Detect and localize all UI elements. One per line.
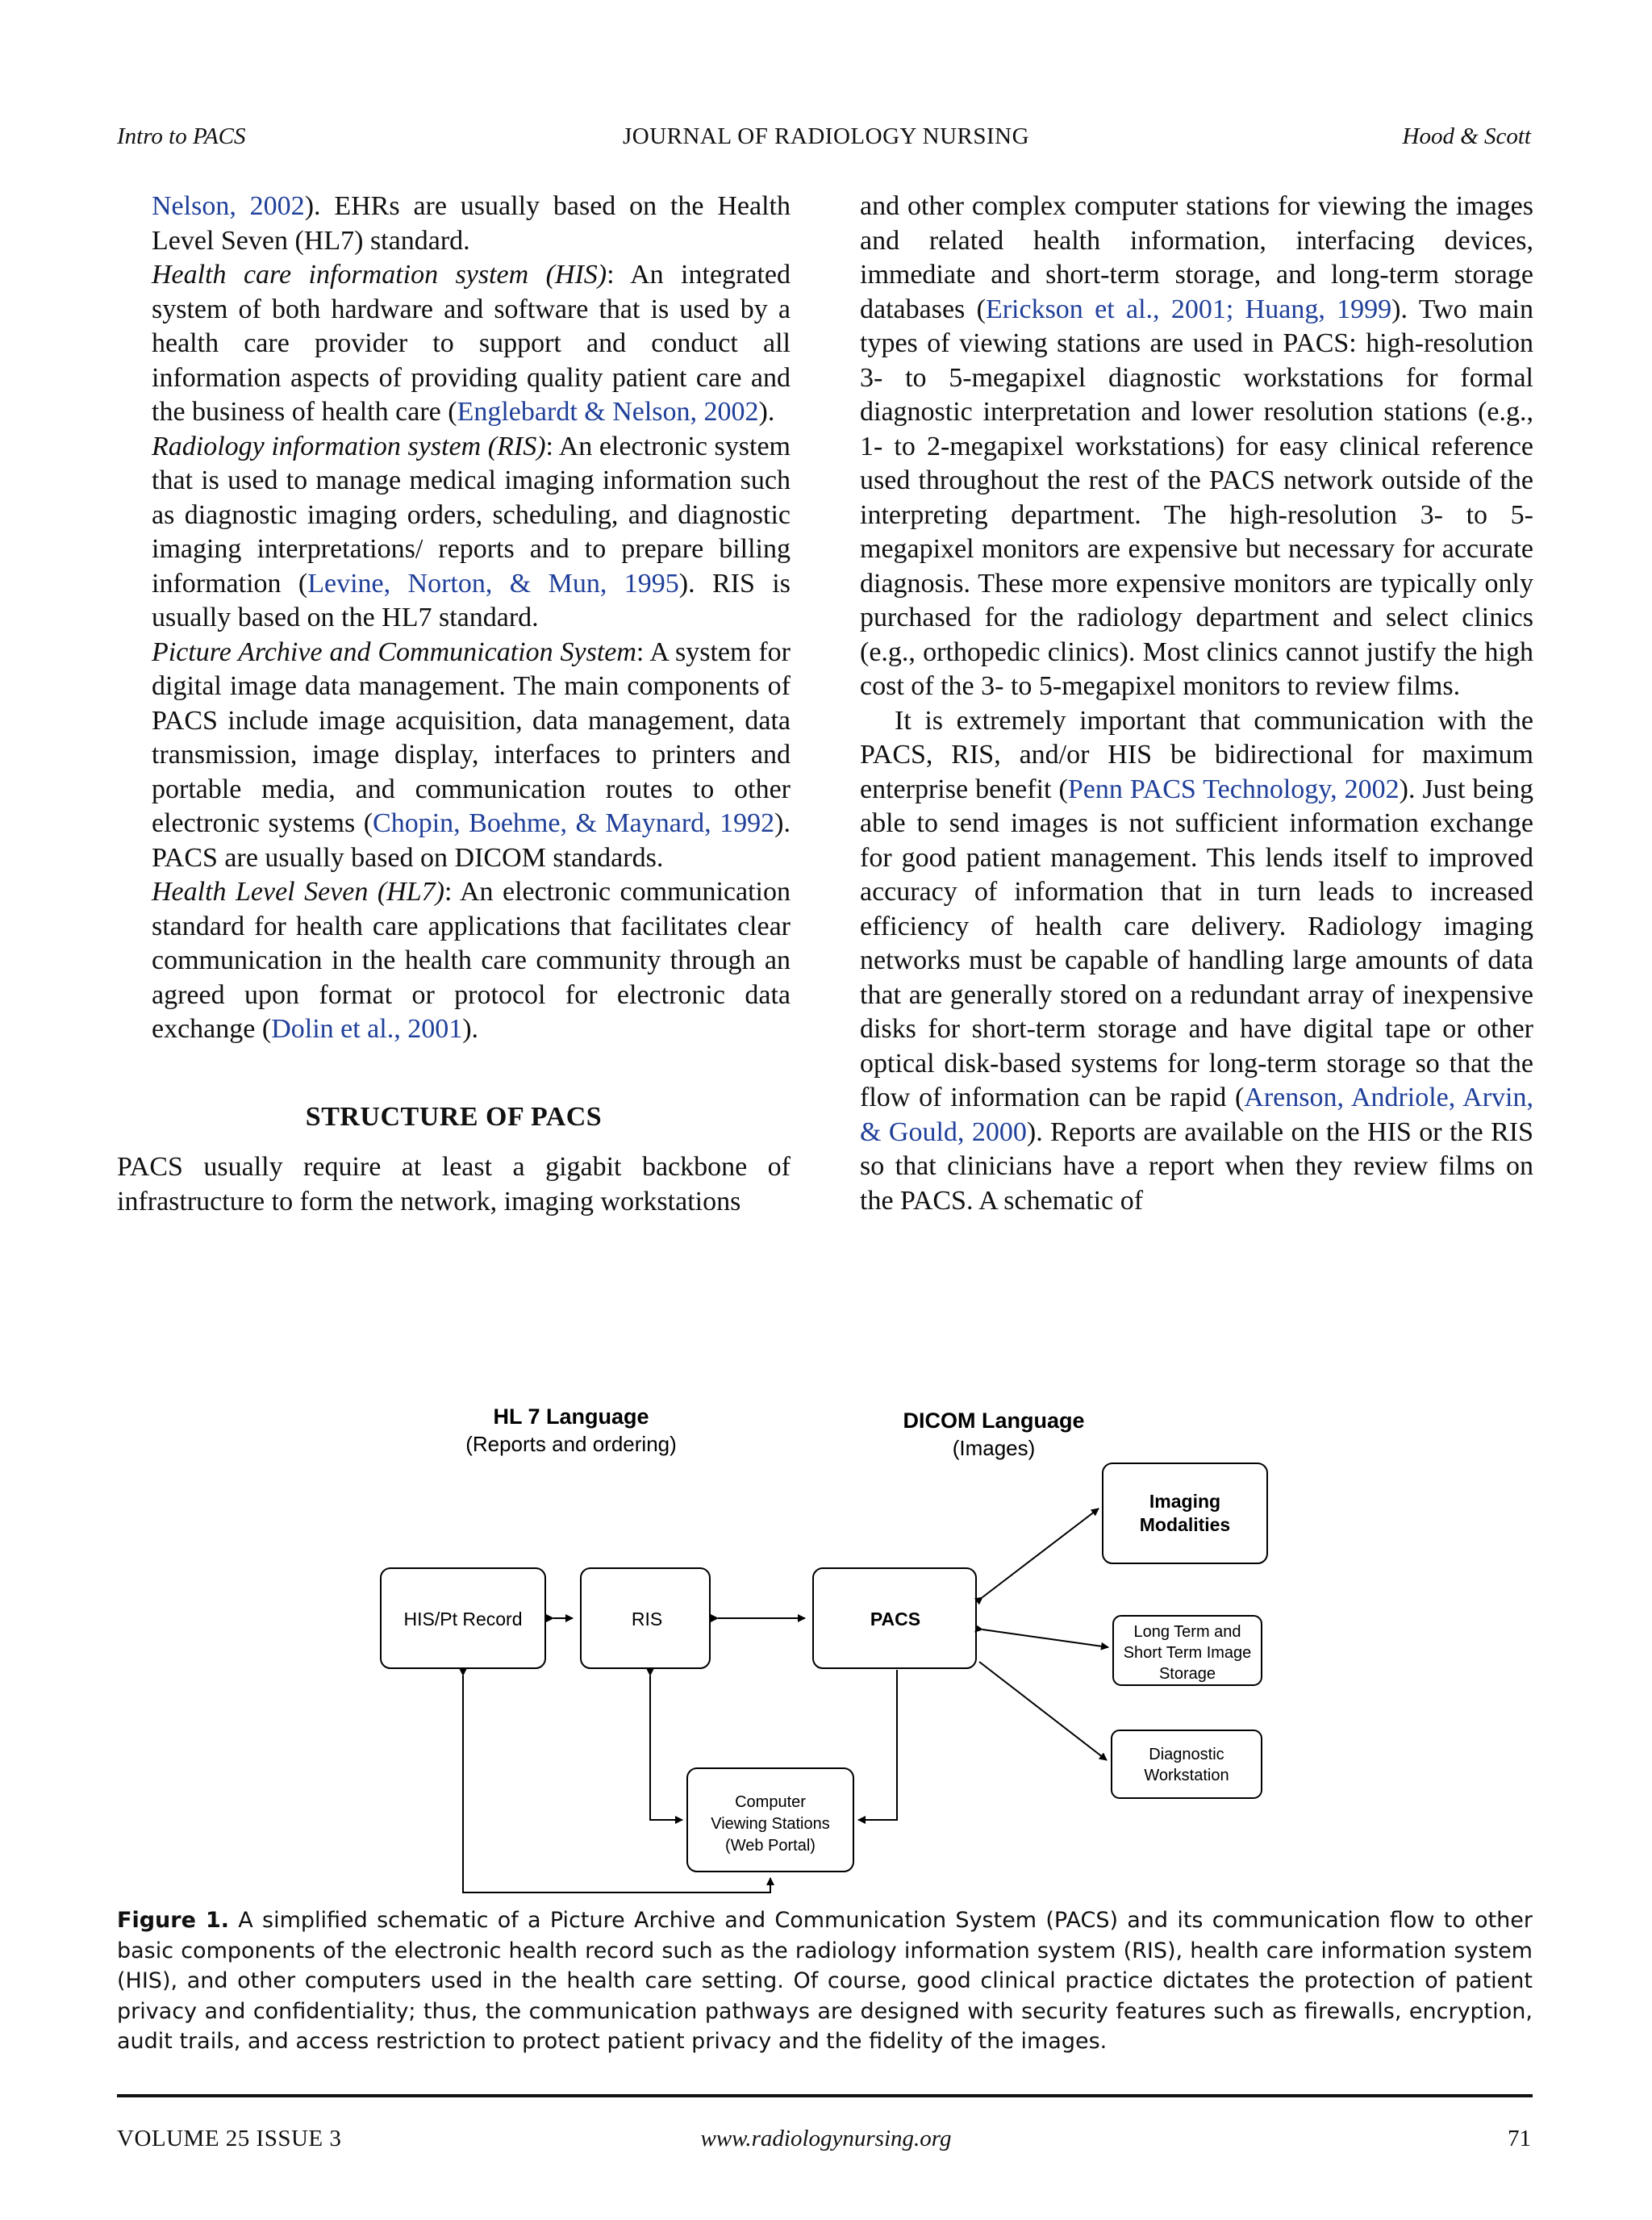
term: Health Level Seven (HL7)	[152, 877, 444, 907]
arrow-pacs-storage	[982, 1630, 1108, 1647]
citation-link[interactable]: Erickson et al., 2001; Huang, 1999	[985, 294, 1392, 324]
storage-label-line2: Short Term Image	[1123, 1644, 1252, 1662]
paragraph-text: : A system for digital image data management. The main components of PACS include image acquisition, data management, data transmission, image display, interfaces to printers and portable media, and communication routes to other electronic systems (	[152, 636, 791, 838]
term: Picture Archive and Communication System	[152, 636, 636, 667]
figure-pacs-schematic	[0, 1388, 1652, 1920]
dicom-language-subtitle: (Images)	[952, 1436, 1036, 1460]
definition-pacs	[117, 636, 791, 876]
paragraph	[860, 190, 1533, 704]
computer-viewing-stations-label-line2: Viewing Stations	[711, 1815, 830, 1833]
arrow-pacs-imaging	[982, 1509, 1099, 1597]
arrow-pacs-diagnostic	[979, 1662, 1107, 1760]
citation-link[interactable]: Dolin et al., 2001	[271, 1014, 463, 1044]
journal-title: JOURNAL OF RADIOLOGY NURSING	[622, 123, 1030, 149]
paragraph-text: ). EHRs are usually based on the Health Level Seven (HL7) standard.	[152, 191, 791, 256]
diagnostic-workstation-label-line1: Diagnostic	[1149, 1746, 1224, 1763]
paragraph-text: ).	[758, 397, 775, 427]
citation-link[interactable]: Levine, Norton, & Mun, 1995	[307, 568, 679, 599]
dicom-language-title: DICOM Language	[903, 1408, 1085, 1433]
citation-link[interactable]: Englebardt & Nelson, 2002	[457, 397, 759, 427]
arrow-pacs-viewing	[858, 1670, 897, 1820]
footer-rule	[117, 2094, 1533, 2097]
computer-viewing-stations-label-line1: Computer	[735, 1793, 806, 1811]
figure-caption	[117, 1905, 1533, 2057]
paragraph-text: and other complex computer stations for viewing the images and related health information, interfacing devices, immediate and short-term storage, and long-term storage databases (	[860, 191, 1533, 324]
definition-his	[117, 258, 791, 430]
schematic-diagram	[0, 1388, 1652, 1920]
volume-issue: VOLUME 25 ISSUE 3	[117, 2126, 342, 2151]
citation-link[interactable]: Nelson, 2002	[152, 191, 305, 221]
paragraph-text: ). Reports are available on the HIS or the RIS so that clinicians have a report when they review films on the PACS. A schematic of	[860, 1116, 1533, 1216]
right-column	[860, 190, 1533, 1218]
citation-link[interactable]: Penn PACS Technology, 2002	[1067, 774, 1400, 804]
paragraph-text: ).	[462, 1014, 479, 1044]
paragraph-text: It is extremely important that communication with the PACS, RIS, and/or HIS be bidirectional for maximum enterprise benefit (	[860, 705, 1533, 804]
citation-link[interactable]: Arenson, Andriole, Arvin, & Gould, 2000	[860, 1083, 1533, 1147]
arrow-ris-viewing	[650, 1675, 682, 1820]
running-head-authors: Hood & Scott	[1402, 123, 1531, 149]
imaging-modalities-label-line1: Imaging	[1149, 1491, 1221, 1512]
paragraph-text: ). PACS are usually based on DICOM standards.	[152, 808, 791, 873]
pacs-label: PACS	[870, 1609, 921, 1630]
paragraph-text: ). RIS is usually based on the HL7 standard.	[152, 568, 791, 632]
left-column	[117, 190, 791, 1219]
term: Health care information system (HIS)	[152, 260, 607, 290]
running-head-left: Intro to PACS	[117, 123, 246, 149]
figure-label: Figure 1.	[117, 1908, 230, 1933]
storage-label-line3: Storage	[1158, 1665, 1216, 1683]
hl7-language-title: HL 7 Language	[493, 1404, 649, 1429]
paragraph-text: : An integrated system of both hardware and software that is used by a health care provider to support and conduct all information aspects of providing quality patient care and the business of health care (	[152, 260, 791, 427]
his-pt-record-label: HIS/Pt Record	[403, 1609, 523, 1630]
paragraph: PACS usually require at least a gigabit backbone of infrastructure to form the network, imaging workstations	[117, 1152, 791, 1216]
paragraph-text: : An electronic communication standard for health care applications that facilitates clear communication in the health care community through an agreed upon format or protocol for electronic data exchange (	[152, 877, 791, 1044]
imaging-modalities-box	[1103, 1463, 1267, 1563]
paragraph	[860, 704, 1533, 1219]
diagnostic-workstation-box	[1112, 1730, 1262, 1798]
section-heading: STRUCTURE OF PACS	[305, 1101, 603, 1132]
ris-label: RIS	[631, 1609, 663, 1630]
paragraph-text: : An electronic system that is used to manage medical imaging information such as diagnostic imaging orders, scheduling, and diagnostic imaging interpretations/ reports and to prepare billing information (	[152, 431, 791, 599]
definition-hl7	[117, 875, 791, 1047]
page-number: 71	[1508, 2126, 1531, 2151]
computer-viewing-stations-label-line3: (Web Portal)	[725, 1837, 816, 1855]
storage-label-line1: Long Term and	[1133, 1623, 1241, 1641]
journal-url[interactable]: www.radiologynursing.org	[700, 2126, 952, 2151]
diagnostic-workstation-label-line2: Workstation	[1144, 1767, 1229, 1784]
definition-ris	[117, 430, 791, 636]
hl7-language-subtitle: (Reports and ordering)	[465, 1432, 677, 1456]
imaging-modalities-label-line2: Modalities	[1139, 1514, 1231, 1535]
paragraph	[117, 190, 791, 258]
caption-text: A simplified schematic of a Picture Archive and Communication System (PACS) and its communication flow to other basic components of the electronic health record such as the radiology information system (RIS), health care information system (HIS), and other computers used in the health care setting. Of course, good clinical practice dictates the protection of patient privacy and confidentiality; thus, the communication pathways are designed with security features such as firewalls, encryption, audit trails, and access restriction to protect patient privacy and the fidelity of the images.	[117, 1908, 1533, 2054]
paragraph-text: ). Just being able to send images is not sufficient information exchange for good patient management. This lends itself to improved accuracy of information that in turn leads to increased efficiency of health care delivery. Radiology imaging networks must be capable of handling large amounts of data that are generally stored on a redundant array of inexpensive disks for short-term storage and have digital tape or other optical disk-based systems for long-term storage so that the flow of information can be rapid (	[860, 774, 1533, 1112]
term: Radiology information system (RIS)	[152, 431, 546, 461]
citation-link[interactable]: Chopin, Boehme, & Maynard, 1992	[373, 808, 775, 838]
paragraph-text: ). Two main types of viewing stations are used in PACS: high-resolution 3- to 5-megapixel diagnostic workstations for formal diagnostic interpretation and lower resolution stations (e.g., 1- to 2-megapixel workstations) for easy clinical reference used throughout the rest of the PACS network outside of the interpreting department. The high-resolution 3- to 5-megapixel monitors are expensive but necessary for accurate diagnosis. These more expensive monitors are typically only purchased for the radiology department and select clinics (e.g., orthopedic clinics). Most clinics cannot justify the high cost of the 3- to 5-megapixel monitors to review films.	[860, 294, 1533, 701]
